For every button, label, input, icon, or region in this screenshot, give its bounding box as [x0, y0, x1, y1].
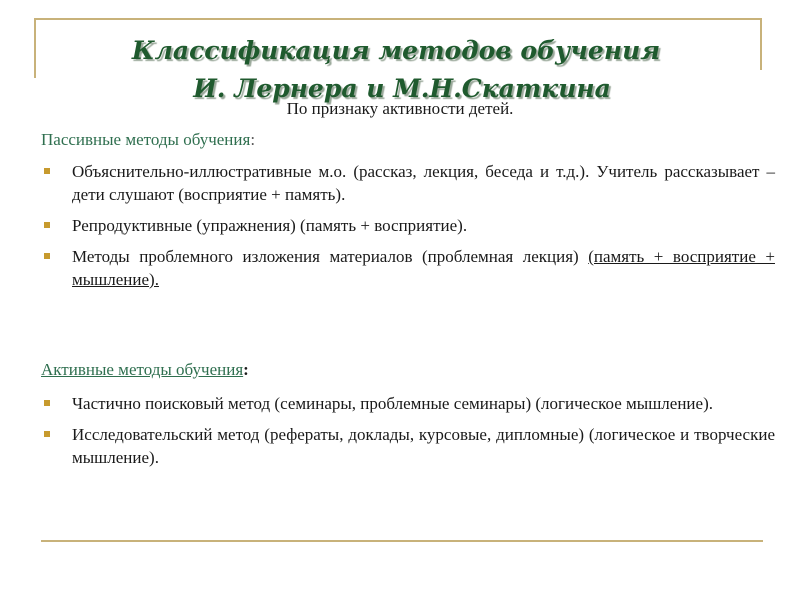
list-item-underlined-text: (память + восприятие + мышление).	[72, 247, 775, 289]
list-item	[44, 214, 775, 237]
slide-title-line1: Классификация методов обучения	[131, 36, 661, 65]
list-item-text: Объяснительно-иллюстративные м.о. (рассказ, лекция, беседа и т.д.). Учитель рассказывает – дети слушают (восприятие + память).	[72, 162, 775, 204]
list-item	[44, 245, 775, 291]
list-item	[44, 423, 775, 469]
list-item	[44, 160, 775, 206]
list-item-text: Частично поисковый метод (семинары, проблемные семинары) (логическое мышление).	[72, 394, 713, 413]
passive-heading-text: Пассивные методы обучения	[41, 130, 251, 149]
active-methods-list	[44, 392, 775, 477]
active-heading-text: Активные методы обучения	[41, 360, 244, 379]
passive-heading-colon: :	[250, 130, 256, 149]
slide-subtitle: По признаку активности детей.	[286, 99, 514, 118]
bullet-icon	[44, 168, 50, 174]
list-item	[44, 392, 775, 415]
list-item-text: Репродуктивные (упражнения) (память + восприятие).	[72, 216, 468, 235]
bullet-icon	[44, 253, 50, 259]
bottom-divider	[41, 540, 763, 542]
slide-title-line2: И. Лернера и М.Н.Скаткина	[193, 74, 611, 103]
list-item-text: Исследовательский метод (рефераты, доклады, курсовые, дипломные) (логическое и творческие мышление).	[72, 425, 775, 467]
bullet-icon	[44, 222, 50, 228]
active-methods-heading	[41, 360, 249, 380]
passive-methods-heading	[41, 130, 255, 150]
bullet-icon	[44, 431, 50, 437]
bullet-icon	[44, 400, 50, 406]
list-item-text: Методы проблемного изложения материалов (проблемная лекция)	[72, 247, 589, 266]
passive-methods-list	[44, 160, 775, 299]
active-heading-colon: :	[243, 360, 249, 379]
